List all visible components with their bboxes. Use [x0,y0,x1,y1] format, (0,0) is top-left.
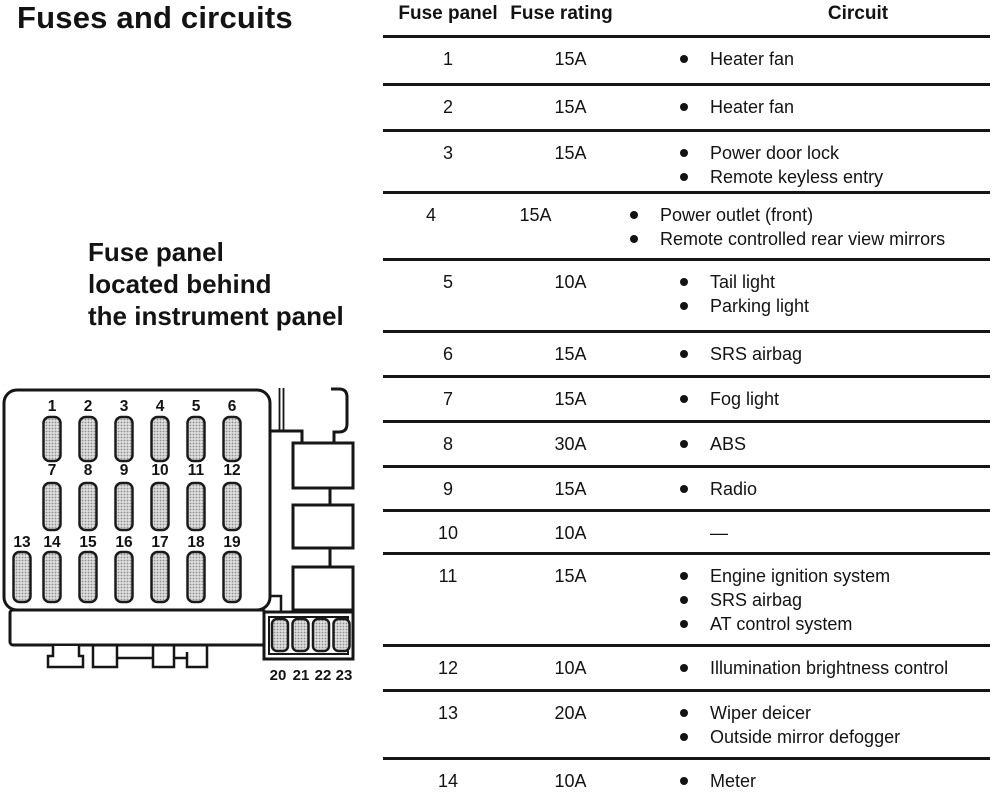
fuse-number-cell: 2 [442,97,453,117]
fuse-rating-cell: 15A [554,344,587,364]
fuse-12 [224,483,241,530]
circuit-text: Remote controlled rear view mirrors [660,229,946,249]
circuit-item [680,270,990,294]
fuse-10 [152,483,169,530]
circuit-text: Outside mirror defogger [710,727,901,747]
bullet-icon [680,572,688,580]
circuit-item [630,203,990,227]
caption-line-3: the instrument panel [88,301,344,331]
fuse-9 [116,483,133,530]
fuse-rating-cell: 10A [554,658,587,678]
fuse-label-16: 16 [115,534,133,551]
fuse-label-22: 22 [314,667,332,684]
bullet-icon [680,485,688,493]
circuit-cell [628,760,990,800]
fuse-rating-cell: 15A [554,479,587,499]
circuit-text: SRS airbag [710,590,803,610]
fuse-1 [44,417,61,461]
fuse-table [383,0,990,800]
circuit-item [680,432,990,456]
bullet-icon [680,620,688,628]
table-row [383,83,990,129]
fuse-panel-diagram [0,370,380,700]
circuit-item [680,95,990,119]
table-row [383,258,990,330]
fuse-label-3: 3 [119,398,129,415]
bullet-icon [680,733,688,741]
header-fuse-rating: Fuse rating [510,3,613,24]
fuse-label-11: 11 [187,462,205,479]
fuse-21 [293,619,309,651]
fuse-15 [80,552,97,602]
circuit-item [680,564,990,588]
fuse-rating-cell: 15A [554,566,587,586]
fuse-rating-cell: 15A [519,205,552,225]
table-row [383,330,990,375]
table-row [383,689,990,757]
circuit-item [680,769,990,793]
fuse-number-cell: 10 [437,523,459,543]
table-header [383,0,990,38]
fuse-rating-cell: 20A [554,703,587,723]
fuse-number-cell: 9 [442,479,453,499]
fuse-label-15: 15 [79,534,97,551]
circuit-item [680,521,990,545]
bullet-icon [680,664,688,672]
fuse-14 [44,552,61,602]
fuse-19 [224,552,241,602]
fuse-7 [44,483,61,530]
fuse-number-cell: 6 [442,344,453,364]
bullet-icon [680,149,688,157]
circuit-item [680,477,990,501]
panel-bottom-strip [10,610,265,645]
circuit-text: Heater fan [710,97,795,117]
table-row [383,420,990,465]
circuit-item [680,588,990,612]
fuse-6 [224,417,241,461]
fuse-rating-cell: 15A [554,143,587,163]
circuit-cell [628,647,990,689]
fuse-number-cell: 11 [438,566,458,586]
fuse-number-cell: 7 [442,389,453,409]
fuse-label-14: 14 [43,534,61,551]
fuse-5 [188,417,205,461]
circuit-text: Tail light [710,272,776,292]
fuse-rating-cell: 10A [554,771,587,791]
circuit-text: Fog light [710,389,780,409]
fuse-number-cell: 5 [442,272,453,292]
circuit-item [680,612,990,636]
connector-assembly [270,388,353,612]
circuit-cell [628,378,990,420]
fuse-rating-cell: 10A [554,523,587,543]
circuit-text: Meter [710,771,757,791]
fuse-22 [313,619,329,651]
bullet-icon [680,709,688,717]
fuse-panel-svg [0,370,380,700]
fuse-rating-cell: 10A [554,272,587,292]
fuse-23 [334,619,350,651]
circuit-item [680,47,990,71]
table-row [383,465,990,509]
fuse-number-cell: 1 [442,49,453,69]
fuse-label-23: 23 [335,667,353,684]
fuse-number-cell: 12 [437,658,459,678]
fuse-3 [116,417,133,461]
fuse-panel-caption [88,236,344,332]
fuse-label-21: 21 [292,667,310,684]
header-circuit: Circuit [827,3,889,24]
circuit-cell [628,512,990,552]
circuit-cell [628,692,990,757]
circuit-text: Illumination brightness control [710,658,949,678]
table-rows [383,38,990,800]
fuse-label-18: 18 [187,534,205,551]
circuit-text: Parking light [710,296,810,316]
fuse-rating-cell: 15A [554,97,587,117]
fuse-17 [152,552,169,602]
fuse-label-8: 8 [83,462,93,479]
bullet-icon [680,777,688,785]
fuse-label-5: 5 [191,398,201,415]
fuse-label-1: 1 [47,398,57,415]
fuse-label-13: 13 [13,534,31,551]
bullet-icon [680,395,688,403]
table-row [383,375,990,420]
circuit-text: Remote keyless entry [710,167,884,187]
fuse-label-17: 17 [151,534,169,551]
circuit-item [680,701,990,725]
fuse-label-4: 4 [155,398,165,415]
circuit-cell [628,423,990,465]
fuse-number-cell: 13 [437,703,459,723]
circuit-text: Engine ignition system [710,566,891,586]
fuse-number-cell: 8 [442,434,453,454]
relay-box-3 [293,567,353,610]
fuse-label-12: 12 [223,462,241,479]
circuit-cell [628,38,990,83]
circuit-item [680,141,990,165]
page-title: Fuses and circuits [17,0,293,35]
circuit-item [680,294,990,318]
table-row [383,191,990,258]
relay-box-2 [293,505,353,548]
fuse-8 [80,483,97,530]
fuse-18 [188,552,205,602]
table-row [383,509,990,552]
relay-box-1 [293,443,353,488]
caption-line-2: located behind [88,269,272,299]
table-row [383,38,990,83]
circuit-cell [628,132,990,191]
fuse-number-cell: 3 [442,143,453,163]
fuse-2 [80,417,97,461]
caption-line-1: Fuse panel [88,237,224,267]
bullet-icon [680,440,688,448]
circuit-item [680,387,990,411]
bullet-icon [630,235,638,243]
fuse-label-2: 2 [83,398,93,415]
header-fuse-panel: Fuse panel [398,3,498,24]
circuit-text: ABS [710,434,747,454]
table-row [383,552,990,644]
circuit-cell [628,555,990,644]
fuse-label-20: 20 [269,667,287,684]
circuit-text: Radio [710,479,758,499]
fuse-label-19: 19 [223,534,241,551]
table-row [383,644,990,689]
circuit-item [680,342,990,366]
bullet-icon [680,350,688,358]
circuit-item [680,165,990,189]
fuse-rating-cell: 15A [554,389,587,409]
fuse-rating-cell: 30A [554,434,587,454]
circuit-text: Heater fan [710,49,795,69]
bullet-icon [680,173,688,181]
mounting-feet [48,646,207,667]
circuit-item [630,227,990,251]
fuse-13 [14,552,31,602]
circuit-text: Power outlet (front) [660,205,814,225]
circuit-text: SRS airbag [710,344,803,364]
bullet-icon [680,55,688,63]
circuit-text: AT control system [710,614,853,634]
circuit-text: Wiper deicer [710,703,812,723]
fuse-4 [152,417,169,461]
circuit-cell [628,86,990,129]
bracket-hook [331,389,347,443]
circuit-text: Power door lock [710,143,840,163]
circuit-cell [628,261,990,330]
fuse-20 [272,619,288,651]
table-row [383,757,990,800]
circuit-item [680,656,990,680]
table-row [383,129,990,191]
fuse-11 [188,483,205,530]
bullet-icon [680,103,688,111]
bullet-icon [680,302,688,310]
fuse-rating-cell: 15A [554,49,587,69]
circuit-cell [628,468,990,509]
circuit-item [680,725,990,749]
bullet-icon [630,211,638,219]
circuit-cell [628,194,990,258]
fuse-label-9: 9 [119,462,129,479]
fuse-number-cell: 4 [425,205,436,225]
bullet-icon [680,596,688,604]
circuit-text: — [710,523,728,543]
fuse-label-10: 10 [151,462,169,479]
fuse-16 [116,552,133,602]
bullet-icon [680,278,688,286]
fuse-label-7: 7 [47,462,57,479]
circuit-cell [628,333,990,375]
fuse-label-6: 6 [227,398,237,415]
fuse-number-cell: 14 [437,771,459,791]
